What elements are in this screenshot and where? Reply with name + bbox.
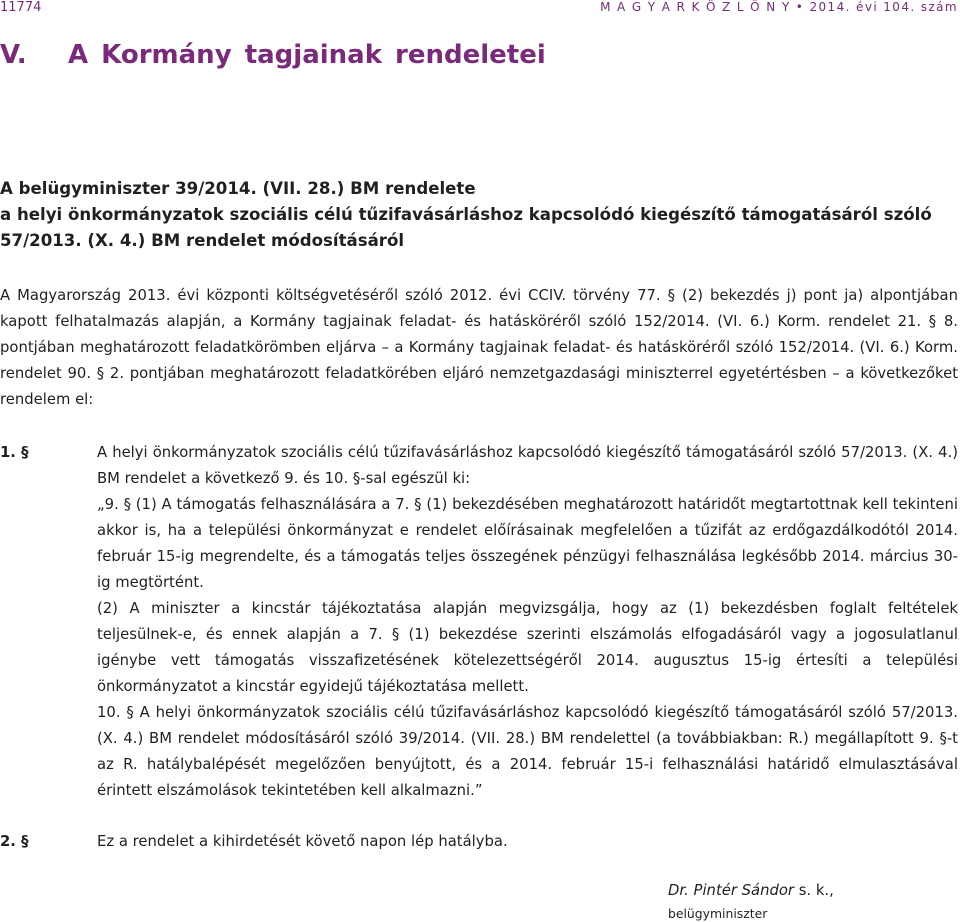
section-paragraph: „9. § (1) A támogatás felhasználására a 7. § (1) bekezdésében meghatározott határidőt megtartottnak kell tekinteni akkor is, ha a települési önkormányzat e rendelet előírásainak megfelelően a tűzifát az erdőgazdálkodótól 2014. február 15-ig megrendelte, és a támogatás teljes összegének pénzügyi felhasználása legkésőbb 2014. március 30-ig megtörtént. (97, 496, 958, 591)
section-paragraph: (2) A miniszter a kincstár tájékoztatása alapján megvizsgálja, hogy az (1) bekezdésben foglalt feltételek teljesülnek-e, és ennek alapján a 7. § (1) bekezdése szerinti elszámolás elfogadásáról vagy a jogosulatlanul igénybe vett támogatás visszafizetésének kötelezettségéről 2014. augusztus 15-ig értesíti a települési önkormányzatot a kincstár egyidejű tájékoztatása mellett. (97, 600, 958, 695)
signatory-name: Dr. Pintér Sándor (668, 882, 794, 899)
section-number: 1. § (0, 444, 29, 461)
publication-header: M A G Y A R K Ö Z L Ö N Y • 2014. évi 104. szám (600, 0, 958, 14)
section-paragraph: Ez a rendelet a kihirdetését követő napon lép hatályba. (97, 833, 508, 850)
section-1 (0, 440, 958, 804)
section-body (97, 829, 958, 855)
decree-title (0, 176, 958, 254)
page-number: 11774 (0, 0, 42, 15)
section-paragraph: 10. § A helyi önkormányzatok szociális célú tűzifavásárláshoz kapcsolódó kiegészítő támogatásáról szóló 57/2013. (X. 4.) BM rendelet módosításáról szóló 39/2014. (VII. 28.) BM rendelettel (a továbbiakban: R.) megállapított 9. §-t az R. hatálybalépését megelőzően benyújtott, és a 2014. február 15-i felhasználási határidő elmulasztásával érintett elszámolások tekintetében kell alkalmazni.” (97, 704, 958, 799)
preamble (0, 283, 958, 413)
preamble-text: A Magyarország 2013. évi központi költségvetéséről szóló 2012. évi CCIV. törvény 77. § (2) bekezdés j) pont ja) alpontjában kapott felhatalmazás alapján, a Kormány tagjainak feladat- és hatásköréről szóló 152/2014. (VI. 6.) Korm. rendelet 21. § 8. pontjában meghatározott feladatkörömben eljárva – a Kormány tagjainak feladat- és hatásköréről szóló 152/2014. (VI. 6.) Korm. rendelet 90. § 2. pontjában meghatározott feladatkörében eljáró nemzetgazdasági miniszterrel egyetértésben – a következőket rendelem el: (0, 287, 958, 408)
section-2 (0, 829, 958, 855)
chapter-title: A Kormány tagjainak rendeletei (68, 40, 546, 70)
signature-name (668, 882, 834, 899)
signature-suffix: s. k., (794, 882, 834, 899)
chapter-number: V. (0, 40, 27, 70)
section-number: 2. § (0, 833, 29, 850)
decree-title-line: A belügyminiszter 39/2014. (VII. 28.) BM rendelete (0, 179, 476, 198)
chapter-heading (0, 40, 546, 70)
section-body (97, 440, 958, 804)
section-paragraph: A helyi önkormányzatok szociális célú tűzifavásárláshoz kapcsolódó kiegészítő támogatásáról szóló 57/2013. (X. 4.) BM rendelet a következő 9. és 10. §-sal egészül ki: (97, 444, 958, 487)
signatory-title: belügyminiszter (668, 906, 768, 921)
decree-title-line: a helyi önkormányzatok szociális célú tűzifavásárláshoz kapcsolódó kiegészítő támogatásáról szóló (0, 205, 932, 224)
decree-title-line: 57/2013. (X. 4.) BM rendelet módosításáról (0, 231, 405, 250)
